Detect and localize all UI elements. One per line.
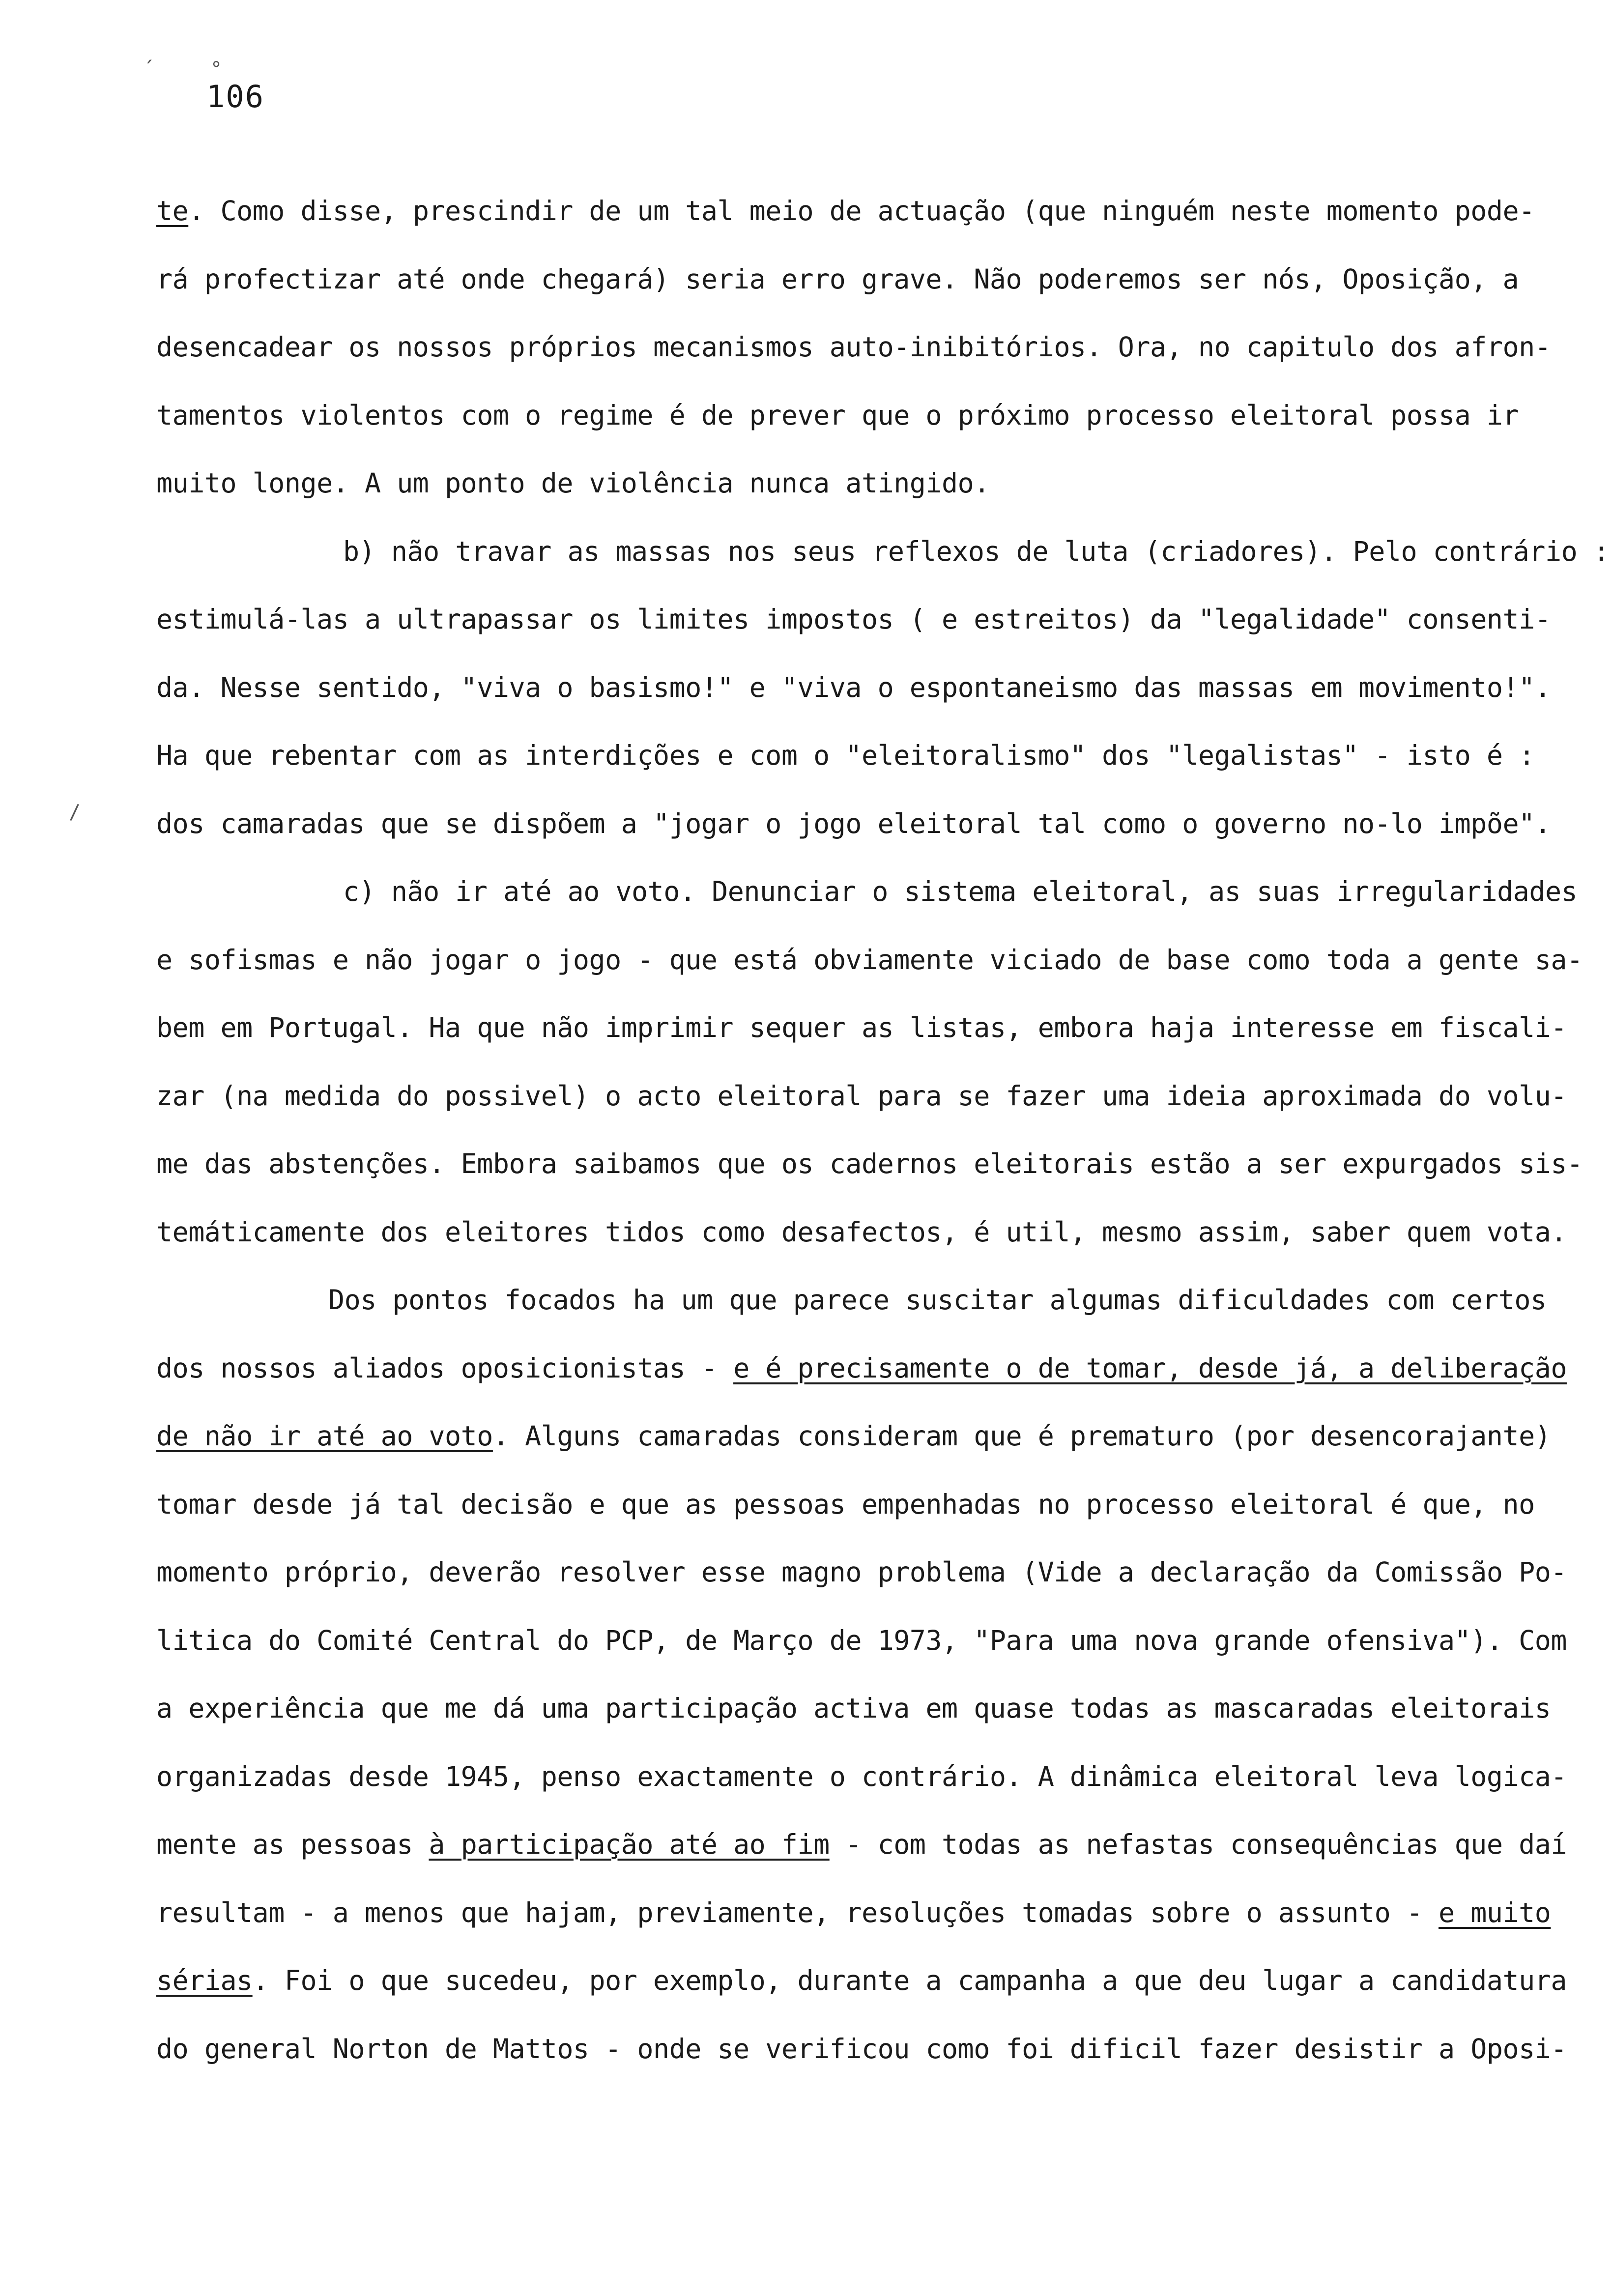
text-line bbox=[156, 994, 1567, 1062]
text-line bbox=[156, 177, 1562, 245]
text-line bbox=[156, 1879, 1562, 1947]
text-line bbox=[156, 381, 1562, 450]
text-segment: dos nossos aliados oposicionistas - bbox=[156, 1352, 734, 1384]
page-number: 106 bbox=[206, 79, 264, 115]
text-segment: . Como disse, prescindir de um tal meio de actuação (que ninguém neste momento pode- bbox=[188, 195, 1535, 227]
underlined-text: sérias bbox=[156, 1965, 253, 1996]
underlined-text: te bbox=[156, 195, 189, 227]
text-line bbox=[156, 245, 1562, 314]
underlined-text: de não ir até ao voto bbox=[156, 1420, 493, 1452]
text-line bbox=[156, 1607, 1567, 1675]
stray-mark-tick: ´ bbox=[143, 58, 155, 81]
text-line bbox=[156, 721, 1562, 790]
text-line bbox=[156, 1743, 1567, 1811]
text-line bbox=[156, 1470, 1562, 1539]
text-segment: mente as pessoas bbox=[156, 1829, 429, 1860]
text-segment: estimulá-las a ultrapassar os limites impostos ( e estreitos) da "legalidade" consenti- bbox=[156, 603, 1551, 635]
text-segment: Dos pontos focados ha um que parece suscitar algumas dificuldades com certos bbox=[328, 1284, 1547, 1316]
text-line bbox=[156, 2015, 1567, 2083]
text-line bbox=[156, 1130, 1583, 1198]
text-line bbox=[156, 1947, 1567, 2015]
text-segment: . Foi o que sucedeu, por exemplo, durante a campanha a que deu lugar a candidatura bbox=[252, 1965, 1567, 1996]
underlined-text: e muito bbox=[1439, 1896, 1551, 1928]
text-line bbox=[156, 1334, 1567, 1403]
text-line bbox=[156, 517, 1610, 586]
text-segment: organizadas desde 1945, penso exactamente o contrário. A dinâmica eleitoral leva logica- bbox=[156, 1760, 1567, 1792]
text-segment: - com todas as nefastas consequências que daí bbox=[829, 1829, 1567, 1860]
text-segment: zar (na medida do possivel) o acto eleitoral para se fazer uma ideia aproximada do volu- bbox=[156, 1080, 1567, 1112]
text-segment: do general Norton de Mattos - onde se verificou como foi dificil fazer desistir a Oposi- bbox=[156, 2033, 1567, 2065]
text-segment: resultam - a menos que hajam, previamente, resoluções tomadas sobre o assunto - bbox=[156, 1896, 1439, 1928]
text-line bbox=[156, 313, 1562, 381]
underlined-text: e é precisamente o de tomar, desde já, a deliberação bbox=[733, 1352, 1567, 1384]
text-segment: c) não ir até ao voto. Denunciar o sistema eleitoral, as suas irregularidades bbox=[343, 876, 1578, 907]
text-line bbox=[156, 1674, 1562, 1743]
text-line bbox=[156, 858, 1578, 926]
text-line bbox=[156, 926, 1583, 994]
stray-mark-slash: / bbox=[69, 801, 81, 824]
text-line bbox=[156, 449, 1562, 517]
text-line bbox=[156, 1538, 1567, 1607]
underlined-text: à participação até ao fim bbox=[429, 1829, 830, 1860]
text-segment: momento próprio, deverão resolver esse magno problema (Vide a declaração da Comissão Po- bbox=[156, 1556, 1567, 1588]
text-segment: temáticamente dos eleitores tidos como desafectos, é util, mesmo assim, saber quem vota. bbox=[156, 1216, 1567, 1248]
text-segment: b) não travar as massas nos seus reflexos de luta (criadores). Pelo contrário : bbox=[343, 535, 1610, 567]
stray-mark-degree: ° bbox=[210, 58, 223, 81]
text-segment: Ha que rebentar com as interdições e com o "eleitoralismo" dos "legalistas" - isto é : bbox=[156, 740, 1535, 771]
text-line bbox=[156, 1402, 1562, 1470]
text-line bbox=[156, 1062, 1567, 1130]
text-segment: me das abstenções. Embora saibamos que os cadernos eleitorais estão a ser expurgados sis- bbox=[156, 1148, 1583, 1179]
text-segment: e sofismas e não jogar o jogo - que está obviamente viciado de base como toda a gente sa- bbox=[156, 944, 1583, 976]
text-segment: a experiência que me dá uma participação activa em quase todas as mascaradas eleitorais bbox=[156, 1693, 1551, 1724]
text-segment: rá profectizar até onde chegará) seria erro grave. Não poderemos ser nós, Oposição, a bbox=[156, 263, 1519, 295]
text-segment: desencadear os nossos próprios mecanismos auto-inibitórios. Ora, no capitulo dos afron- bbox=[156, 331, 1551, 363]
text-segment: tomar desde já tal decisão e que as pessoas empenhadas no processo eleitoral é que, no bbox=[156, 1488, 1535, 1520]
text-segment: bem em Portugal. Ha que não imprimir sequer as listas, embora haja interesse em fiscali- bbox=[156, 1012, 1567, 1043]
text-segment: muito longe. A um ponto de violência nunca atingido. bbox=[156, 467, 990, 499]
text-segment: litica do Comité Central do PCP, de Março de 1973, "Para uma nova grande ofensiva"). Com bbox=[156, 1624, 1567, 1656]
text-segment: dos camaradas que se dispõem a "jogar o jogo eleitoral tal como o governo no-lo impõe". bbox=[156, 807, 1551, 839]
text-line bbox=[156, 1810, 1567, 1879]
text-line bbox=[156, 654, 1562, 722]
text-segment: da. Nesse sentido, "viva o basismo!" e "viva o espontaneismo das massas em movimento!". bbox=[156, 671, 1551, 703]
document-body bbox=[156, 177, 1610, 2083]
text-segment: tamentos violentos com o regime é de prever que o próximo processo eleitoral possa ir bbox=[156, 399, 1519, 431]
text-line bbox=[156, 1198, 1567, 1266]
text-segment: . Alguns camaradas consideram que é prematuro (por desencorajante) bbox=[492, 1420, 1551, 1452]
text-line bbox=[156, 585, 1562, 654]
text-line bbox=[156, 1266, 1562, 1334]
text-line bbox=[156, 790, 1562, 858]
